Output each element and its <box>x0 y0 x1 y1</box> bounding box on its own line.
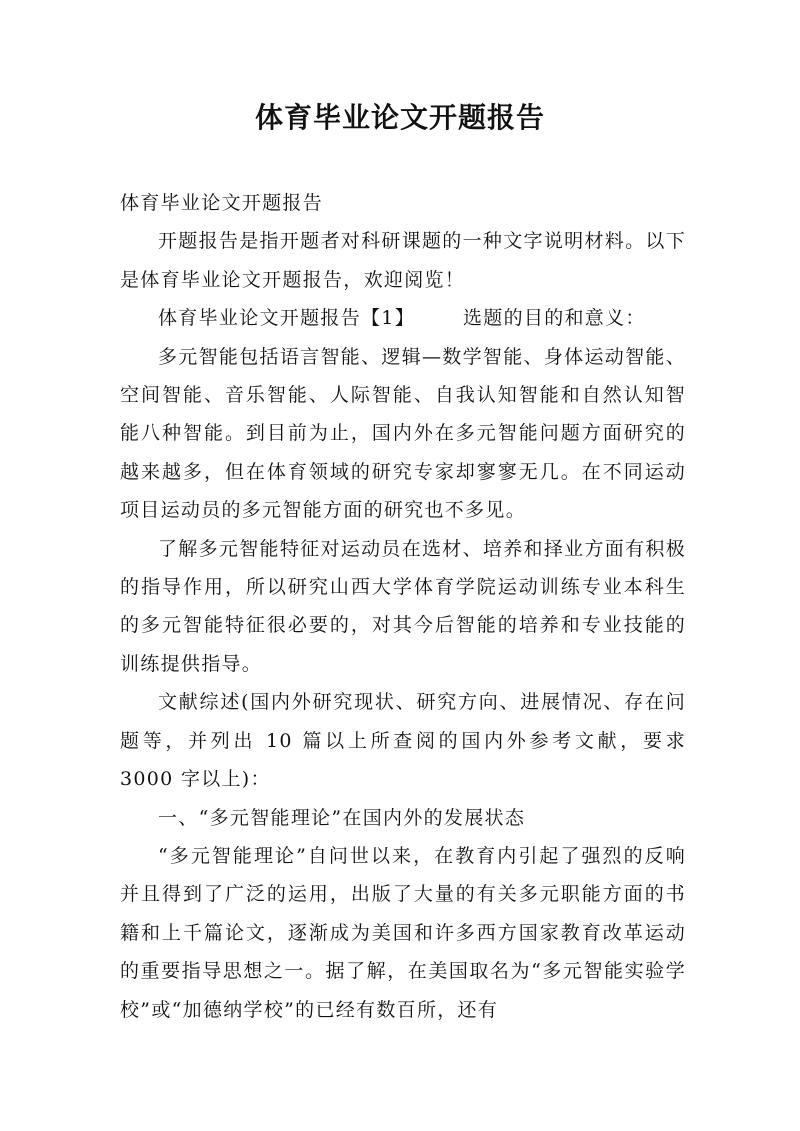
section-heading-text: 体育毕业论文开题报告【1】 <box>158 307 415 330</box>
paragraph-heading-one: 一、“多元智能理论”在国内外的发展状态 <box>158 806 526 829</box>
paragraph-subtitle: 体育毕业论文开题报告 <box>120 192 324 214</box>
paragraph-section-heading <box>120 299 686 337</box>
paragraph-significance: 了解多元智能特征对运动员在选材、培养和择业方面有积极的指导作用，所以研究山西大学体育学院运动训练专业本科生的多元智能特征很必要的，对其今后智能的培养和专业技能的训练提供指导。 <box>120 537 686 675</box>
paragraph-multiple-intelligence: 多元智能包括语言智能、逻辑—数学智能、身体运动智能、空间智能、音乐智能、人际智能、自我认知智能和自然认知智能八种智能。到目前为止，国内外在多元智能问题方面研究的越来越多，但在体育领域的研究专家却寥寥无几。在不同运动项目运动员的多元智能方面的研究也不多见。 <box>120 345 686 522</box>
paragraph-intro: 开题报告是指开题者对科研课题的一种文字说明材料。以下是体育毕业论文开题报告，欢迎阅览！ <box>120 230 686 291</box>
paragraph-literature-review: 文献综述(国内外研究现状、研究方向、进展情况、存在问题等，并列出 10 篇以上所查阅的国内外参考文献，要求 3000 字以上)： <box>120 691 686 791</box>
document-body <box>120 184 686 1029</box>
paragraph-theory-development: “多元智能理论”自问世以来，在教育内引起了强烈的反响并且得到了广泛的运用，出版了大量的有关多元职能方面的书籍和上千篇论文，逐渐成为美国和许多西方国家教育改革运动的重要指导思想之一。据了解，在美国取名为“多元智能实验学校”或“加德纳学校”的已经有数百所，还有 <box>120 844 686 1021</box>
section-subheading-text: 选题的目的和意义： <box>463 307 646 330</box>
document-title: 体育毕业论文开题报告 <box>254 101 545 134</box>
